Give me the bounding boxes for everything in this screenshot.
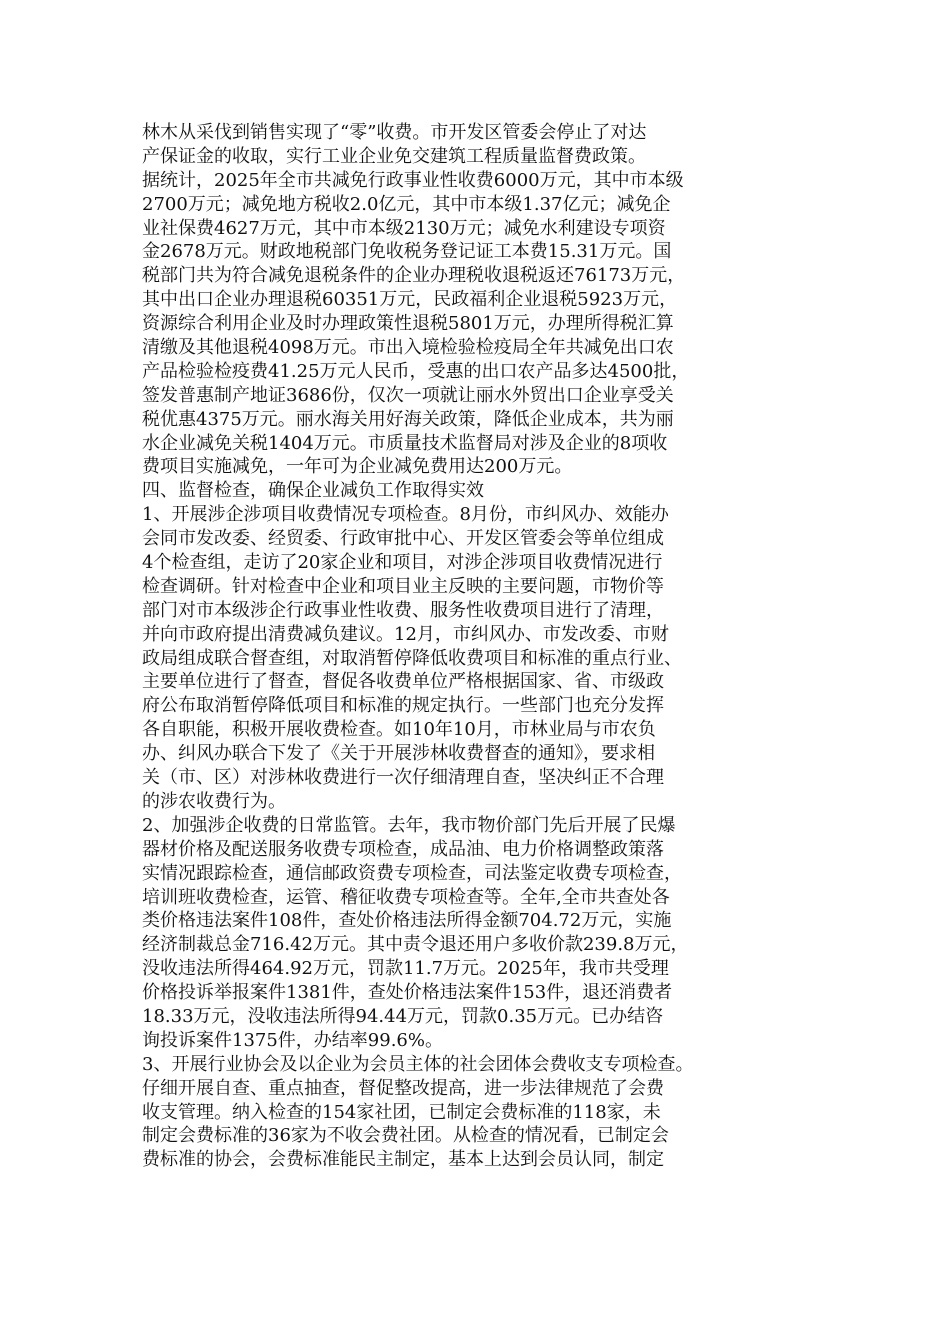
text-line: 培训班收费检查，运管、稽征收费专项检查等。全年,全市共查处各: [142, 886, 670, 908]
text-line: 1、开展涉企涉项目收费情况专项检查。8月份，市纠风办、效能办: [142, 504, 669, 526]
text-line: 4个检查组，走访了20家企业和项目，对涉企涉项目收费情况进行: [142, 552, 663, 574]
text-line: 收支管理。纳入检查的154家社团，已制定会费标准的118家，未: [142, 1101, 661, 1123]
text-line: 各自职能，积极开展收费检查。如10年10月，市林业局与市农负: [142, 719, 656, 741]
text-line: 林木从采伐到销售实现了“零”收费。市开发区管委会停止了对达: [142, 122, 647, 143]
text-line: 资源综合利用企业及时办理政策性退税5801万元，办理所得税汇算: [142, 313, 674, 335]
text-line: 2、加强涉企收费的日常监管。去年，我市物价部门先后开展了民爆: [142, 814, 676, 836]
text-line: 实情况跟踪检查，通信邮政资费专项检查，司法鉴定收费专项检查，: [142, 862, 682, 884]
text-line: 税部门共为符合减免退税条件的企业办理税收退税返还76173万元，: [142, 265, 686, 287]
text-line: 清缴及其他退税4098万元。市出入境检验检疫局全年共减免出口农: [142, 337, 674, 359]
text-line: 价格投诉举报案件1381件，查处价格违法案件153件，退还消费者: [142, 982, 673, 1004]
text-line: 费标准的协会，会费标准能民主制定，基本上达到会员认同，制定: [142, 1149, 664, 1171]
text-line: 费项目实施减免，一年可为企业减免费用达200万元。: [142, 456, 573, 478]
text-line: 18.33万元，没收违法所得94.44万元，罚款0.35万元。已办结咨: [142, 1005, 664, 1027]
text-line: 产品检验检疫费41.25万元人民币，受惠的出口农产品多达4500批，: [142, 360, 690, 382]
text-line: 3、开展行业协会及以企业为会员主体的社会团体会费收支专项检查。: [142, 1053, 694, 1075]
text-line: 经济制裁总金716.42万元。其中责令退还用户多收价款239.8万元，: [142, 934, 689, 956]
text-line: 询投诉案件1375件，办结率99.6%。: [142, 1029, 443, 1051]
text-line: 据统计，2025年全市共减免行政事业性收费6000万元，其中市本级: [142, 169, 684, 191]
text-line: 产保证金的收取，实行工业企业免交建筑工程质量监督费政策。: [142, 145, 646, 167]
text-line: 部门对市本级涉企行政事业性收费、服务性收费项目进行了清理，: [142, 599, 664, 621]
text-line: 四、监督检查，确保企业减负工作取得实效: [142, 480, 484, 502]
text-line: 主要单位进行了督查，督促各收费单位严格根据国家、省、市级政: [142, 671, 664, 693]
text-line: 2700万元；减免地方税收2.0亿元，其中市本级1.37亿元；减免企: [142, 193, 671, 215]
text-line: 府公布取消暂停降低项目和标准的规定执行。一些部门也充分发挥: [142, 695, 664, 717]
text-line: 金2678万元。财政地税部门免收税务登记证工本费15.31万元。国: [142, 241, 672, 263]
document-body: [142, 121, 832, 1172]
text-line: 器材价格及配送服务收费专项检查，成品油、电力价格调整政策落: [142, 838, 664, 860]
text-line: 检查调研。针对检查中企业和项目业主反映的主要问题，市物价等: [142, 575, 664, 597]
text-line: 会同市发改委、经贸委、行政审批中心、开发区管委会等单位组成: [142, 528, 664, 550]
text-line: 业社保费4627万元，其中市本级2130万元；减免水利建设专项资: [142, 217, 666, 239]
text-line: 税优惠4375万元。丽水海关用好海关政策，降低企业成本，共为丽: [142, 408, 674, 430]
text-line: 签发普惠制产地证3686份，仅次一项就让丽水外贸出口企业享受关: [142, 384, 674, 406]
text-line: 的涉农收费行为。: [142, 790, 286, 812]
text-line: 没收违法所得464.92万元，罚款11.7万元。2025年，我市共受理: [142, 958, 669, 980]
text-line: 政局组成联合督查组，对取消暂停降低收费项目和标准的重点行业、: [142, 647, 682, 669]
text-line: 类价格违法案件108件，查处价格违法所得金额704.72万元，实施: [142, 910, 672, 932]
text-line: 其中出口企业办理退税60351万元，民政福利企业退税5923万元，: [142, 289, 678, 311]
text-line: 关（市、区）对涉林收费进行一次仔细清理自查，坚决纠正不合理: [142, 767, 664, 789]
text-line: 并向市政府提出清费减负建议。12月，市纠风办、市发改委、市财: [142, 623, 669, 645]
text-line: 制定会费标准的36家为不收会费社团。从检查的情况看，已制定会: [142, 1125, 669, 1147]
text-line: 办、纠风办联合下发了《关于开展涉林收费督查的通知》，要求相: [142, 743, 655, 765]
text-line: 仔细开展自查、重点抽查，督促整改提高，进一步法律规范了会费: [142, 1077, 664, 1099]
text-line: 水企业减免关税1404万元。市质量技术监督局对涉及企业的8项收: [142, 432, 668, 454]
